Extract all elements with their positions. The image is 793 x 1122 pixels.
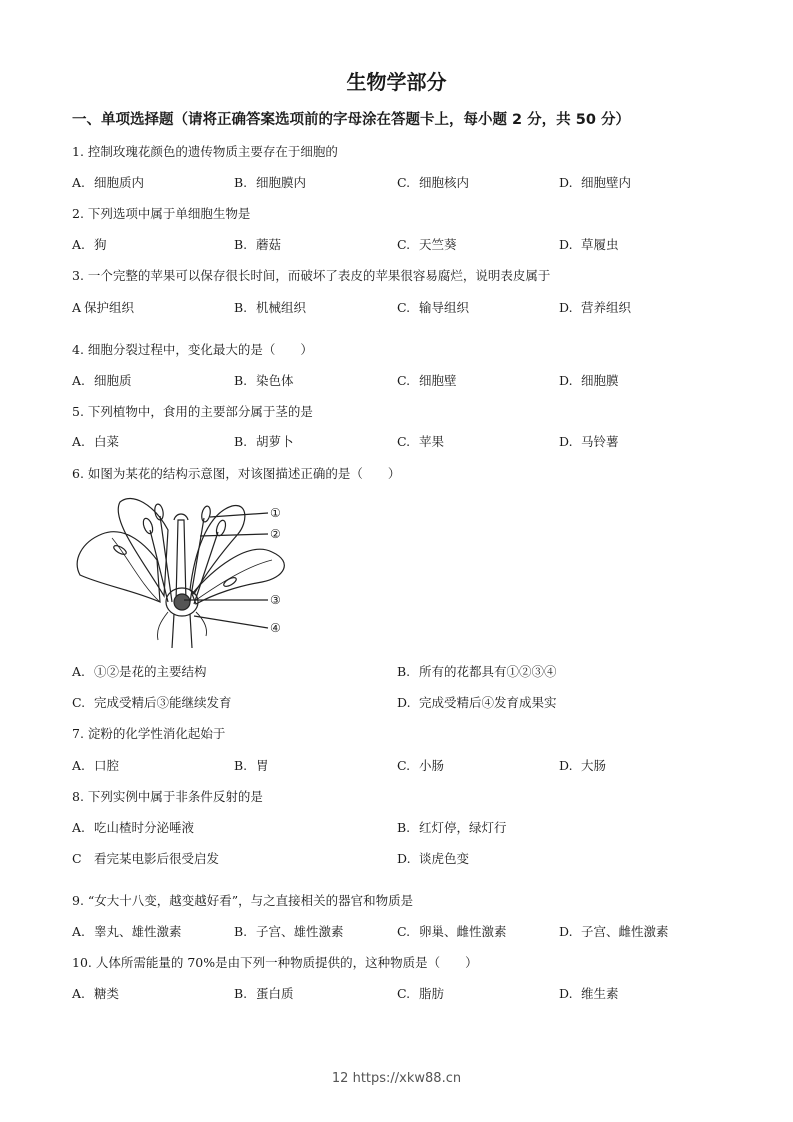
q2-option-d[interactable]: D. 草履虫	[559, 237, 619, 252]
q6-option-d[interactable]: D. 完成受精后④发育成果实	[397, 695, 557, 710]
q2-option-a[interactable]: A. 狗	[72, 237, 107, 252]
q3-option-c[interactable]: C. 输导组织	[397, 300, 470, 315]
diagram-label-4: ④	[270, 621, 281, 635]
question-4-stem: 4. 细胞分裂过程中，变化最大的是（ ）	[72, 342, 313, 357]
q9-option-c[interactable]: C. 卵巢、雌性激素	[397, 924, 507, 939]
q7-option-d[interactable]: D. 大肠	[559, 758, 607, 773]
q8-option-d[interactable]: D. 谈虎色变	[397, 851, 470, 866]
q4-option-a[interactable]: A. 细胞质	[72, 373, 132, 388]
q5-option-d[interactable]: D. 马铃薯	[559, 434, 619, 449]
q8-option-b[interactable]: B. 红灯停，绿灯行	[397, 820, 507, 835]
q10-option-a[interactable]: A. 糖类	[72, 986, 120, 1001]
q4-option-c[interactable]: C. 细胞壁	[397, 373, 457, 388]
q7-option-b[interactable]: B. 胃	[234, 758, 269, 773]
question-9-stem: 9. “女大十八变，越变越好看”，与之直接相关的器官和物质是	[72, 893, 414, 908]
question-8-stem: 8. 下列实例中属于非条件反射的是	[72, 789, 263, 804]
q4-option-b[interactable]: B. 染色体	[234, 373, 294, 388]
q3-option-d[interactable]: D. 营养组织	[559, 300, 632, 315]
q5-option-a[interactable]: A. 白菜	[72, 434, 120, 449]
q2-option-c[interactable]: C. 天竺葵	[397, 237, 457, 252]
diagram-label-1: ①	[270, 506, 281, 520]
q10-option-c[interactable]: C. 脂肪	[397, 986, 445, 1001]
section-heading: 一、单项选择题（请将正确答案选项前的字母涂在答题卡上，每小题 2 分，共 50 分）	[72, 112, 630, 128]
q9-option-a[interactable]: A. 睾丸、雄性激素	[72, 924, 182, 939]
q6-option-c[interactable]: C. 完成受精后③能继续发育	[72, 695, 232, 710]
q9-option-d[interactable]: D. 子宫、雌性激素	[559, 924, 669, 939]
q1-option-a[interactable]: A. 细胞质内	[72, 175, 145, 190]
question-5-stem: 5. 下列植物中，食用的主要部分属于茎的是	[72, 404, 313, 419]
q5-option-b[interactable]: B. 胡萝卜	[234, 434, 294, 449]
q3-option-a[interactable]: A 保护组织	[72, 300, 135, 315]
diagram-label-3: ③	[270, 593, 281, 607]
question-3-stem: 3. 一个完整的苹果可以保存很长时间，而破坏了表皮的苹果很容易腐烂，说明表皮属于	[72, 268, 551, 283]
diagram-label-2: ②	[270, 527, 281, 541]
question-10-stem: 10. 人体所需能量的 70%是由下列一种物质提供的，这种物质是（ ）	[72, 955, 478, 970]
q5-option-c[interactable]: C. 苹果	[397, 434, 445, 449]
q10-option-b[interactable]: B. 蛋白质	[234, 986, 294, 1001]
q7-option-c[interactable]: C. 小肠	[397, 758, 445, 773]
q1-option-d[interactable]: D. 细胞壁内	[559, 175, 632, 190]
q6-option-b[interactable]: B. 所有的花都具有①②③④	[397, 664, 557, 679]
flower-structure-diagram	[72, 490, 304, 648]
q1-option-b[interactable]: B. 细胞膜内	[234, 175, 307, 190]
question-7-stem: 7. 淀粉的化学性消化起始于	[72, 726, 226, 741]
page-footer: 12 https://xkw88.cn	[331, 1071, 462, 1086]
question-2-stem: 2. 下列选项中属于单细胞生物是	[72, 206, 251, 221]
question-6-stem: 6. 如图为某花的结构示意图，对该图描述正确的是（ ）	[72, 466, 401, 481]
q10-option-d[interactable]: D. 维生素	[559, 986, 619, 1001]
question-1-stem: 1. 控制玫瑰花颜色的遗传物质主要存在于细胞的	[72, 144, 338, 159]
q8-option-c[interactable]: C 看完某电影后很受启发	[72, 851, 220, 866]
q9-option-b[interactable]: B. 子宫、雄性激素	[234, 924, 344, 939]
q4-option-d[interactable]: D. 细胞膜	[559, 373, 619, 388]
q7-option-a[interactable]: A. 口腔	[72, 758, 120, 773]
q3-option-b[interactable]: B. 机械组织	[234, 300, 307, 315]
q6-option-a[interactable]: A. ①②是花的主要结构	[72, 664, 207, 679]
q1-option-c[interactable]: C. 细胞核内	[397, 175, 470, 190]
q8-option-a[interactable]: A. 吃山楂时分泌唾液	[72, 820, 195, 835]
q2-option-b[interactable]: B. 蘑菇	[234, 237, 282, 252]
page-title: 生物学部分	[346, 70, 447, 94]
